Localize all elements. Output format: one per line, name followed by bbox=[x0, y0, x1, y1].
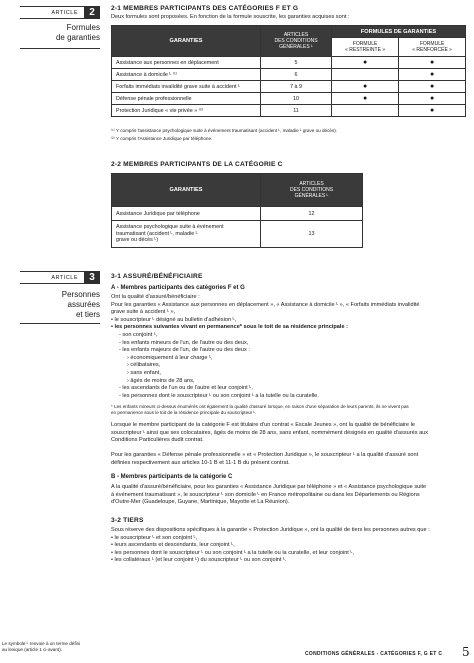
text-line: • leurs ascendants et descendants, leur conjoint ᴸ, bbox=[111, 542, 235, 549]
article-title-line: de garanties bbox=[55, 33, 100, 42]
article-3-title bbox=[20, 290, 100, 320]
page-number: 5 bbox=[462, 645, 470, 659]
paragraph: Lorsque le membre participant de la catégorie F est titulaire d'un contrat « Escale Jeunes », ont la qualité de bénéficiaire le souscripteur ᴸ ainsi que ses colocataires, âgés de moins de 28 ans, sans enfant, nommément désignés en qualité d'assurés aux Conditions Particulières dudit contrat. bbox=[111, 422, 429, 444]
text-line: › âgés de moins de 28 ans, bbox=[127, 377, 195, 384]
section-heading: 2-2 MEMBRES PARTICIPANTS DE LA CATÉGORIE C bbox=[111, 161, 283, 168]
text-line: Sous réserve des dispositions spécifiques à la garantie « Protection Juridique », ont la qualité de tiers les personnes autres que : bbox=[111, 527, 430, 533]
col-header-garanties: GARANTIES bbox=[112, 26, 261, 57]
section-heading: 3-2 TIERS bbox=[111, 517, 144, 524]
text-line: - les personnes dont le souscripteur ᴸ ou son conjoint ᴸ a la tutelle ou la curatelle. bbox=[119, 392, 319, 399]
paragraph: Pour les garanties « Défense pénale professionnelle » et « Protection Juridique », le souscripteur ᴸ a la qualité d'assuré sont définies respectivement aux articles 10-1 B et 11-1 B du présent contrat. bbox=[111, 452, 419, 466]
col-header-restreinte: FORMULE « RESTREINTE » bbox=[332, 38, 399, 57]
subsection-heading: B - Membres participants de la catégorie C bbox=[111, 474, 233, 480]
article-2-header bbox=[20, 6, 100, 19]
text-line: - les enfants majeurs de l'un, de l'autre ou des deux : bbox=[119, 347, 250, 354]
article-label: ARTICLE bbox=[20, 271, 84, 284]
guarantees-table-c bbox=[111, 173, 363, 248]
text-line: • les personnes suivantes vivant en permanence* sous le toit de sa résidence principale : bbox=[111, 324, 348, 331]
article-title-line: Personnes bbox=[61, 290, 100, 299]
footer-title: CONDITIONS GÉNÉRALES - CATÉGORIES F, G ET C bbox=[305, 651, 443, 657]
text-line: Ont la qualité d'assuré/bénéficiaire : bbox=[111, 294, 200, 300]
text-line: • les personnes dont le souscripteur ᴸ ou son conjoint ᴸ a la tutelle ou la curatelle, et leur conjoint ᴸ, bbox=[111, 549, 354, 556]
col-header-formules: FORMULES DE GARANTIES bbox=[332, 26, 466, 38]
col-header-articles: ARTICLES DES CONDITIONS GÉNÉRALES ᴸ bbox=[261, 26, 332, 57]
text-line: • le souscripteur ᴸ et son conjoint ᴸ, bbox=[111, 534, 198, 541]
text-line: › sans enfant, bbox=[127, 369, 161, 376]
article-title-line: et tiers bbox=[75, 310, 100, 319]
table-row: Assistance à domicile ᴸ ⁽¹⁾ 6 ● bbox=[112, 69, 466, 81]
footer-legend: Le symbole ᴸ renvoie à un terme défini au lexique (article 1 ci-avant). bbox=[2, 641, 81, 652]
col-header-renforcee: FORMULE « RENFORCÉE » bbox=[399, 38, 466, 57]
table-row: Protection Juridique « vie privée » ⁽²⁾ 11 ● bbox=[112, 105, 466, 117]
guarantees-table-fg bbox=[111, 25, 466, 117]
footnote: ⁽²⁾ Y compris l'Assistance Juridique par téléphone. bbox=[111, 136, 213, 141]
table-row: Assistance psychologique suite à événement traumatisant (accident ᴸ, maladie ᴸ grave ou décès ᴸ) 13 bbox=[112, 221, 363, 248]
table-row: Assistance Juridique par téléphone 12 bbox=[112, 207, 363, 221]
section-heading: 3-1 ASSURÉ/BÉNÉFICIAIRE bbox=[111, 273, 203, 280]
article-number: 3 bbox=[84, 271, 100, 284]
paragraph: A la qualité d'assuré/bénéficiaire, pour les garanties « Assistance Juridique par téléphone » et « Assistance psychologique suite à événement traumatisant », le souscripteur ᴸ son domicile ᴸ en France métropolitaine ou dans les Départements ou Régions d'Outre-Mer (Guadeloupe, Guyane, Martinique, Mayotte et La Réunion). bbox=[111, 484, 427, 506]
section-body bbox=[111, 527, 430, 565]
text-line: › célibataires, bbox=[127, 362, 161, 369]
text-line: - son conjoint ᴸ, bbox=[119, 331, 158, 338]
table-row: Forfaits immédiats invalidité grave suite à accident ᴸ 7 à 9 ● ● bbox=[112, 81, 466, 93]
article-number: 2 bbox=[84, 6, 100, 19]
text-line: • le souscripteur ᴸ désigné au bulletin d'adhésion ᴸ, bbox=[111, 316, 237, 323]
article-2-title bbox=[20, 23, 100, 43]
text-line: grave suite à accident ᴸ », bbox=[111, 309, 176, 316]
article-3-header bbox=[20, 271, 100, 284]
col-header-garanties: GARANTIES bbox=[112, 174, 261, 207]
divider bbox=[20, 48, 100, 49]
article-title-line: Formules bbox=[66, 23, 100, 32]
table-row: Assistance aux personnes en déplacement 5 ● ● bbox=[112, 57, 466, 69]
section-heading: 2-1 MEMBRES PARTICIPANTS DES CATÉGORIES F ET G bbox=[111, 5, 299, 12]
table-row: Défense pénale professionnelle 10 ● ● bbox=[112, 93, 466, 105]
divider bbox=[20, 323, 100, 324]
article-title-line: assurées bbox=[67, 300, 100, 309]
text-line: › économiquement à leur charge ᴸ, bbox=[127, 354, 213, 361]
subsection-heading: A - Membres participants des catégories F et G bbox=[111, 285, 245, 291]
col-header-articles: ARTICLES DES CONDITIONS GÉNÉRALES ᴸ bbox=[261, 174, 363, 207]
article-label: ARTICLE bbox=[20, 6, 84, 19]
footnote: ⁽¹⁾ Y compris l'assistance psychologique suite à événement traumatisant (accident ᴸ, maladie ᴸ grave ou décès). bbox=[111, 128, 338, 133]
section-body bbox=[111, 294, 466, 400]
text-line: - les enfants mineurs de l'un, de l'autre ou des deux, bbox=[119, 339, 249, 346]
text-line: • les collatéraux ᴸ (et leur conjoint ᴸ) du souscripteur ᴸ ou son conjoint ᴸ. bbox=[111, 557, 287, 564]
section-intro: Deux formules sont proposées. En fonction de la formule souscrite, les garanties acquises sont : bbox=[111, 14, 350, 20]
text-line: Pour les garanties « Assistance aux personnes en déplacement », « Assistance à domicile ᴸ », « Forfaits immédiats invalidité bbox=[111, 301, 420, 308]
footnote: * Les enfants mineurs ci-dessus énumérés ont également la qualité d'assuré lorsque, en raison d'une séparation de leurs parents, ils ne vivent pas en permanence sous le toit de la résidence principale du souscripteur ᴸ. bbox=[111, 404, 409, 415]
text-line: - les ascendants de l'un ou de l'autre et leur conjoint ᴸ, bbox=[119, 385, 253, 392]
